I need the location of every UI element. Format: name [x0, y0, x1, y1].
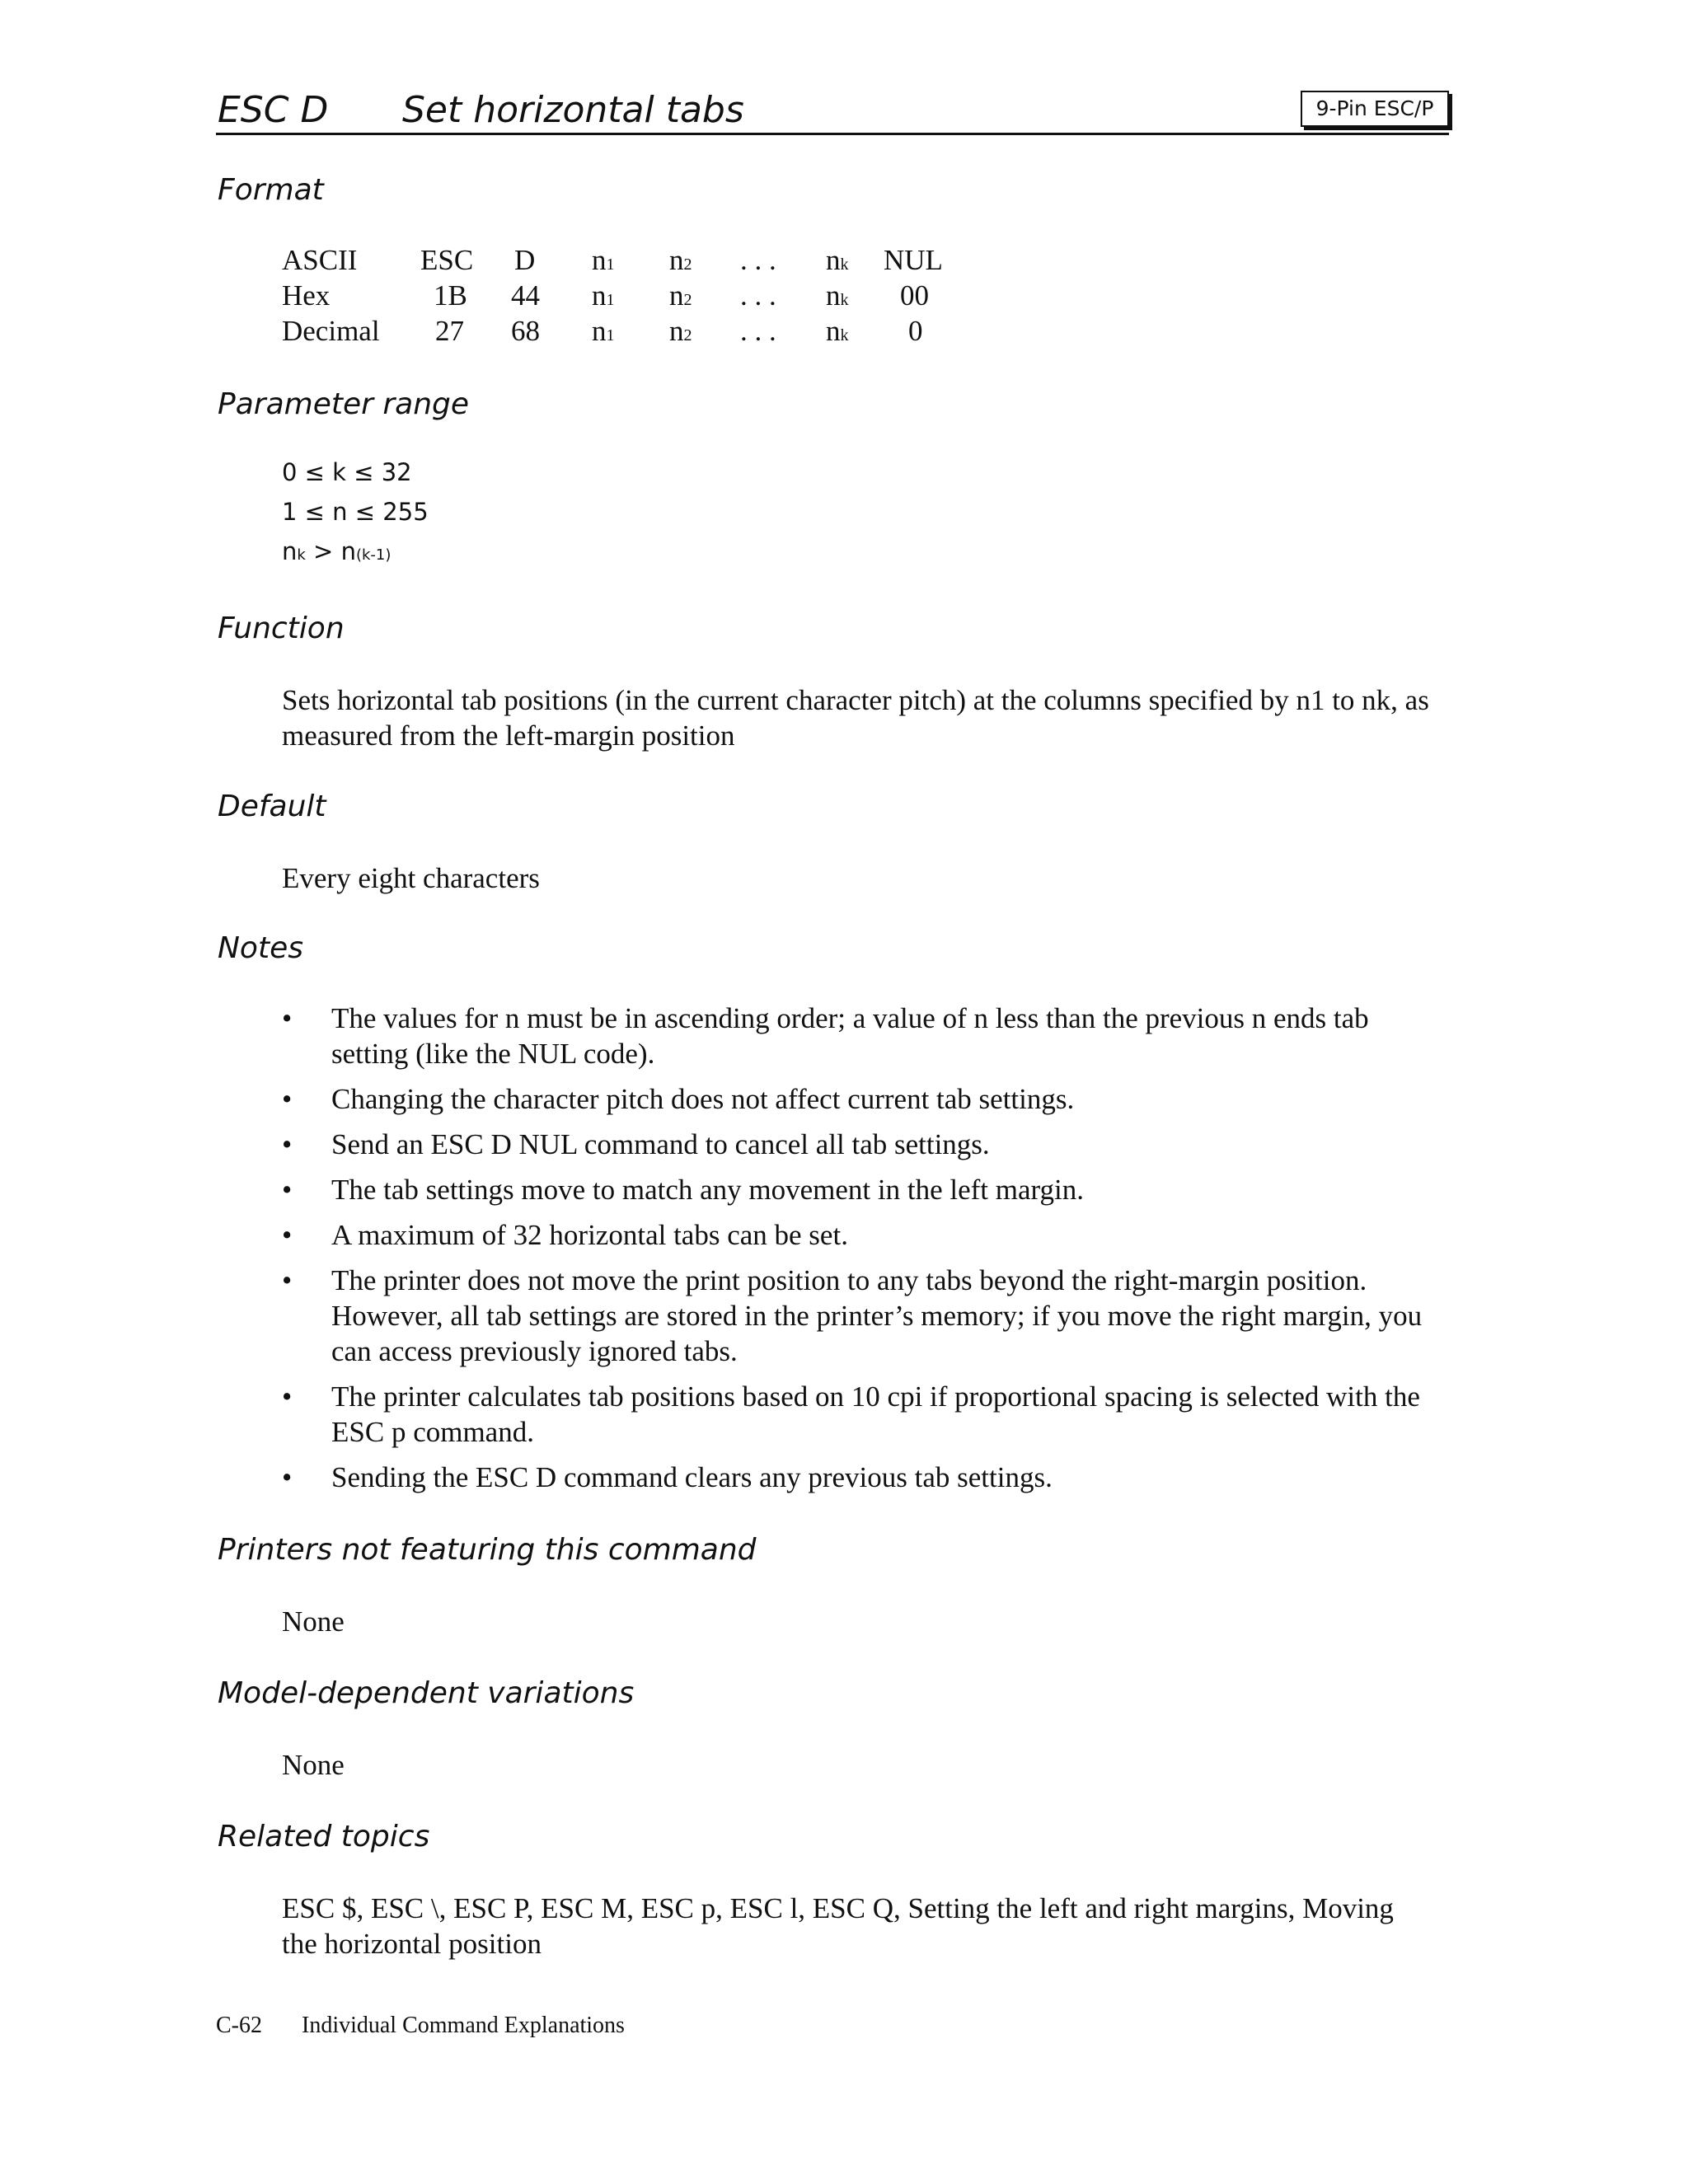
- format-n1: n1: [592, 315, 615, 347]
- parameter-range-n: 1 ≤ n ≤ 255: [282, 498, 429, 526]
- footer-title: Individual Command Explanations: [302, 2013, 625, 2038]
- section-heading-model-variations: Model-dependent variations: [218, 1676, 635, 1710]
- bullet-icon: •: [282, 1264, 293, 1296]
- list-item: • The printer does not move the print position to any tabs beyond the right-margin position. However, all tab settings are stored in the printer’s memory; if you move the right margin, you can access previously ignored tabs.: [282, 1264, 1423, 1367]
- default-text: Every eight characters: [282, 862, 540, 894]
- function-text: Sets horizontal tab positions (in the current character pitch) at the columns specified by n1 to nk, as measured from the left-margin position: [282, 684, 1429, 752]
- list-item: • The tab settings move to match any movement in the left margin.: [282, 1174, 1085, 1206]
- printers-not-featuring-text: None: [282, 1605, 345, 1638]
- format-label: Decimal: [282, 315, 380, 347]
- list-item: • Sending the ESC D command clears any previous tab settings.: [282, 1461, 1053, 1493]
- bullet-icon: •: [282, 1219, 293, 1251]
- page-number: C-62: [216, 2013, 262, 2038]
- format-terminator: 0: [908, 315, 923, 347]
- list-item: • The printer calculates tab positions based on 10 cpi if proportional spacing is selected with the ESC p command.: [282, 1380, 1420, 1448]
- bullet-icon: •: [282, 1128, 293, 1160]
- parameter-range-order: nk > n(k-1): [282, 537, 392, 565]
- format-cmd-value: 68: [511, 315, 540, 347]
- format-nk: nk: [826, 315, 849, 347]
- bullet-icon: •: [282, 1174, 293, 1206]
- format-ellipsis: . . .: [740, 244, 776, 276]
- format-n1: n1: [592, 279, 615, 312]
- format-nk: nk: [826, 279, 849, 312]
- section-heading-function: Function: [218, 612, 345, 645]
- format-esc-value: 27: [435, 315, 464, 347]
- format-esc-value: 1B: [434, 279, 467, 312]
- format-nk: nk: [826, 244, 849, 276]
- header-rule: [216, 133, 1449, 135]
- format-terminator: NUL: [884, 244, 943, 276]
- section-heading-printers-not-featuring: Printers not featuring this command: [218, 1533, 757, 1567]
- format-esc-value: ESC: [420, 244, 474, 276]
- format-n1: n1: [592, 244, 615, 276]
- section-heading-default: Default: [218, 790, 326, 823]
- related-topics-text: ESC $, ESC \, ESC P, ESC M, ESC p, ESC l, ESC Q, Setting the left and right margins, Moving the horizontal position: [282, 1892, 1394, 1960]
- format-cmd-value: D: [514, 244, 536, 276]
- format-ellipsis: . . .: [740, 315, 776, 347]
- bullet-icon: •: [282, 1083, 293, 1115]
- section-heading-related-topics: Related topics: [218, 1820, 430, 1854]
- format-n2: n2: [669, 315, 692, 347]
- bullet-icon: •: [282, 1380, 293, 1413]
- command-heading: ESC D: [218, 89, 329, 131]
- bullet-icon: •: [282, 1002, 293, 1034]
- format-terminator: 00: [900, 279, 929, 312]
- format-label: ASCII: [282, 244, 358, 276]
- list-item: • The values for n must be in ascending order; a value of n less than the previous n ends tab setting (like the NUL code).: [282, 1002, 1369, 1070]
- model-variations-text: None: [282, 1749, 345, 1781]
- format-n2: n2: [669, 279, 692, 312]
- format-ellipsis: . . .: [740, 279, 776, 312]
- section-heading-format: Format: [218, 173, 324, 207]
- notes-list: [282, 1001, 1452, 1505]
- list-item: • Changing the character pitch does not affect current tab settings.: [282, 1083, 1075, 1115]
- page-title: Set horizontal tabs: [402, 89, 744, 131]
- printer-type-badge: 9-Pin ESC/P: [1301, 91, 1449, 127]
- list-item: • Send an ESC D NUL command to cancel all tab settings.: [282, 1128, 990, 1160]
- format-n2: n2: [669, 244, 692, 276]
- parameter-range-k: 0 ≤ k ≤ 32: [282, 458, 412, 486]
- format-cmd-value: 44: [511, 279, 540, 312]
- bullet-icon: •: [282, 1461, 293, 1493]
- section-heading-parameter-range: Parameter range: [218, 387, 470, 421]
- list-item: • A maximum of 32 horizontal tabs can be set.: [282, 1219, 848, 1251]
- section-heading-notes: Notes: [218, 931, 303, 965]
- format-label: Hex: [282, 279, 331, 312]
